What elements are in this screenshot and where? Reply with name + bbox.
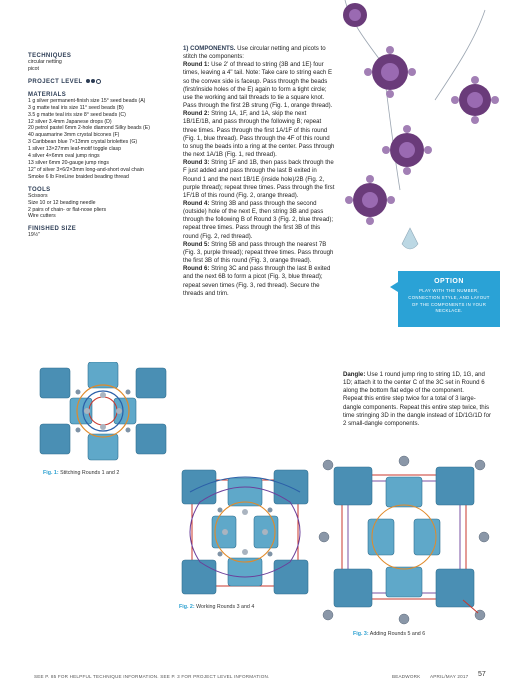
fig2-caption: Fig. 2: Working Rounds 3 and 4 bbox=[179, 604, 255, 610]
material-item: 1 silver 13×27mm leaf-motif toggle clasp bbox=[28, 146, 121, 153]
figure-3 bbox=[318, 455, 490, 625]
footer-issue: APRIL/MAY 2017 bbox=[430, 674, 469, 679]
technique-2: picot bbox=[28, 65, 39, 72]
dangle-column bbox=[343, 371, 493, 428]
round-4: Round 4: String 3B and pass through the second (outside) hole of the next E, then string 3B and pass through the following B of Round 3 (Fig. 2, blue thread); repeat three times. Pass through the first 3B of this round (Fig. 2, red thread). bbox=[183, 199, 334, 240]
round-2: Round 2: String 1A, 1F, and 1A, skip the next 1B/1E/1B, and pass through the following B; repeat three times. Pass through the first 1A/1F of this round (Fig. 1, blue thread). Pass through the 4F of this round to snug the beads into a ring at the center. Pass through the next 1A/1B (Fig. 1, red thread). bbox=[183, 110, 335, 159]
tool-item: Size 10 or 12 beading needle bbox=[28, 199, 96, 206]
instructions-column bbox=[183, 45, 335, 298]
dangle-paragraph: Dangle: Use 1 round jump ring to string 1D, 1G, and 1D; attach it to the center C of the 3C set in Round 6 along the bottom flat edge of the component. bbox=[343, 371, 485, 395]
figure-1 bbox=[28, 362, 178, 462]
level-label: PROJECT LEVEL bbox=[28, 78, 83, 85]
necklace-photo bbox=[335, 0, 517, 268]
option-pointer bbox=[390, 282, 398, 292]
step1-intro: 1) COMPONENTS. Use circular netting and picots to stitch the components: bbox=[183, 45, 326, 61]
tool-item: Scissors bbox=[28, 192, 48, 199]
techniques-heading: TECHNIQUES bbox=[28, 53, 72, 59]
fig3-caption: Fig. 3: Adding Rounds 5 and 6 bbox=[353, 631, 426, 637]
option-title: OPTION bbox=[434, 278, 464, 285]
material-item: 1 g silver permanent-finish size 15° seed beads (A) bbox=[28, 97, 146, 104]
figure-2 bbox=[170, 462, 320, 602]
material-item: 12" of silver 3×6/2×3mm long-and-short oval chain bbox=[28, 166, 144, 173]
crystal-briolette bbox=[402, 228, 418, 249]
repeat-paragraph: Repeat this entire step twice for a total of 3 large-dangle components. Repeat this entire step twice, this time stringing 3D in the dangle instead of 1D/1G/1D for 2 small-dangle components. bbox=[343, 395, 492, 427]
round-1: Round 1: Use 2' of thread to string {3B and 1E} four times, leaving a 4" tail. Note: Take care to string each E so the convex side is faceup. Pass through the beads (first/inside holes of the E) again to form a tight circle; use the working and tail threads to tie a square knot. Pass through the first 2B strung (Fig. 1, orange thread). bbox=[183, 61, 333, 110]
round-5: Round 5: String 5B and pass through the nearest 7B (Fig. 3, purple thread); repeat three times. Pass through the first 3B of this round (Fig. 3, orange thread). bbox=[183, 240, 334, 265]
option-callout bbox=[398, 271, 500, 327]
materials-list bbox=[28, 98, 176, 181]
technique-1: circular netting bbox=[28, 59, 62, 65]
material-item: 20 petrol pastel 6mm 2-hole diamond Silky beads (E) bbox=[28, 125, 150, 132]
finished-size-value: 19½" bbox=[28, 232, 40, 239]
material-item: 40 aquamarine 3mm crystal bicones (F) bbox=[28, 132, 120, 139]
material-item: 3 Caribbean blue 7×13mm crystal briolettes (G) bbox=[28, 139, 138, 146]
sidebar bbox=[28, 53, 176, 239]
step1-heading: 1) COMPONENTS. bbox=[183, 45, 236, 52]
page-number: 57 bbox=[478, 671, 486, 678]
round-6: Round 6: String 3C and pass through the last B exited and the next 6B to form a picot (Fig. 3, blue thread); repeat seven times (Fig. 3, red thread). Secure the threads and trim. bbox=[183, 265, 331, 297]
material-item: 4 silver 4×6mm oval jump rings bbox=[28, 153, 100, 160]
level-dots-icon bbox=[86, 79, 101, 84]
option-body: PLAY WITH THE NUMBER, CONNECTION STYLE, AND LAYOUT OF THE COMPONENTS IN YOUR NECKLACE. bbox=[408, 288, 490, 314]
material-item: 3.5 g matte teal iris size 8° seed beads (C) bbox=[28, 111, 126, 118]
tools-heading: TOOLS bbox=[28, 186, 51, 193]
beaded-component bbox=[343, 3, 499, 225]
footer-note: SEE P. 85 FOR HELPFUL TECHNIQUE INFORMATION. SEE P. 3 FOR PROJECT LEVEL INFORMATION. bbox=[34, 674, 270, 679]
fig1-caption: Fig. 1: Stitching Rounds 1 and 2 bbox=[43, 470, 120, 476]
finished-size-heading: FINISHED SIZE bbox=[28, 226, 77, 233]
material-item: 3 g matte teal iris size 11° seed beads (B) bbox=[28, 104, 124, 111]
material-item: 13 silver 6mm 20-gauge jump rings bbox=[28, 159, 110, 166]
footer-magazine: BEADWORK bbox=[392, 674, 421, 679]
materials-heading: MATERIALS bbox=[28, 91, 67, 98]
material-item: Smoke 6 lb FireLine braided beading thread bbox=[28, 173, 129, 180]
material-item: 12 silver 3.4mm Japanese drops (D) bbox=[28, 118, 112, 125]
round-3: Round 3: String 1F and 1B, then pass back through the F just added and pass through the last B exited in Round 1 and the next 1B/1E (inside hole)/2B (Fig. 2, purple thread); repeat three times. Pass through the first 1F/1B of this round (Fig. 2, orange thread). bbox=[183, 159, 335, 199]
tool-item: 2 pairs of chain- or flat-nose pliers bbox=[28, 206, 107, 213]
tool-item: Wire cutters bbox=[28, 213, 56, 220]
project-level bbox=[28, 79, 176, 85]
